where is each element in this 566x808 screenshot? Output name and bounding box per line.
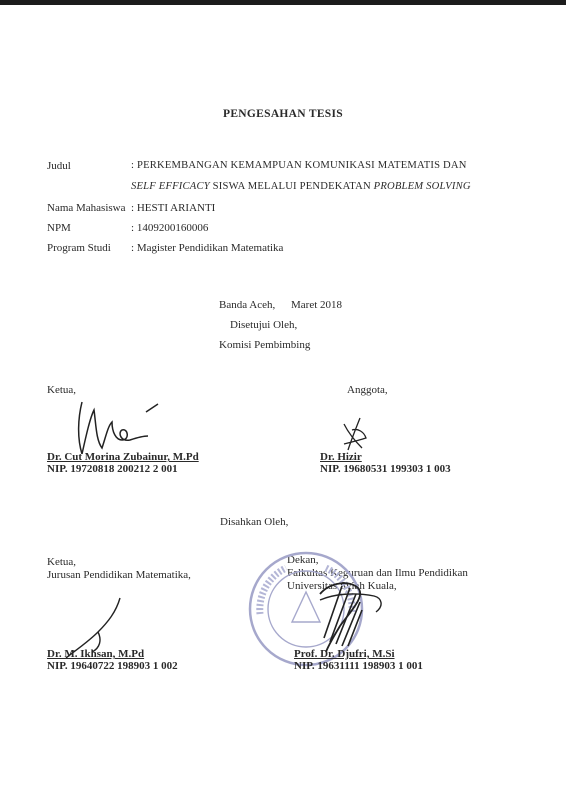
dean-role-faculty: Falkultas Keguruan dan Ilmu Pendidikan: [287, 567, 468, 579]
head-dept-role: Ketua,: [47, 556, 77, 568]
field-label-judul: Judul: [47, 160, 71, 172]
member-signature: [338, 414, 372, 454]
field-label-nama: Nama Mahasiswa: [47, 202, 126, 214]
head-dept-nip: NIP. 19640722 198903 1 002: [47, 660, 178, 672]
approval-place: Banda Aceh,: [219, 299, 276, 311]
field-value-npm: : 1409200160006: [131, 222, 209, 234]
dean-signature: [300, 566, 388, 656]
dean-nip: NIP. 19631111 198903 1 001: [294, 660, 423, 672]
field-value-prodi: : Magister Pendidikan Matematika: [131, 242, 284, 254]
dean-role-university: Universitas Syiah Kuala,: [287, 580, 397, 592]
dean-role: Dekan,: [287, 554, 319, 566]
chair-signature: [60, 396, 170, 458]
member-name: Dr. Hizir: [320, 451, 362, 463]
field-value-judul: : PERKEMBANGAN KEMAMPUAN KOMUNIKASI MATEMATIS DAN: [131, 160, 467, 171]
field-label-npm: NPM: [47, 222, 71, 234]
approval-approved-by: Disetujui Oleh,: [230, 319, 298, 331]
field-value-nama: : HESTI ARIANTI: [131, 202, 216, 214]
ratified-by: Disahkan Oleh,: [220, 516, 289, 528]
field-label-prodi: Program Studi: [47, 242, 111, 254]
head-dept-role-unit: Jurusan Pendidikan Matematika,: [47, 569, 191, 581]
dean-name: Prof. Dr. Djufri, M.Si: [294, 648, 395, 660]
head-dept-name: Dr. M. Ikhsan, M.Pd: [47, 648, 145, 660]
chair-role: Ketua,: [47, 384, 77, 396]
chair-name: Dr. Cut Morina Zubainur, M.Pd: [47, 451, 199, 463]
field-value-judul-cont: SELF EFFICACY SISWA MELALUI PENDEKATAN PROBLEM SOLVING: [131, 181, 471, 192]
approval-date: Maret 2018: [291, 299, 343, 311]
approval-committee: Komisi Pembimbing: [219, 339, 311, 351]
chair-nip: NIP. 19720818 200212 2 001: [47, 463, 178, 475]
member-nip: NIP. 19680531 199303 1 003: [320, 463, 451, 475]
scan-top-border: [0, 0, 566, 5]
page-title: PENGESAHAN TESIS: [223, 108, 343, 120]
member-role: Anggota,: [347, 384, 388, 396]
